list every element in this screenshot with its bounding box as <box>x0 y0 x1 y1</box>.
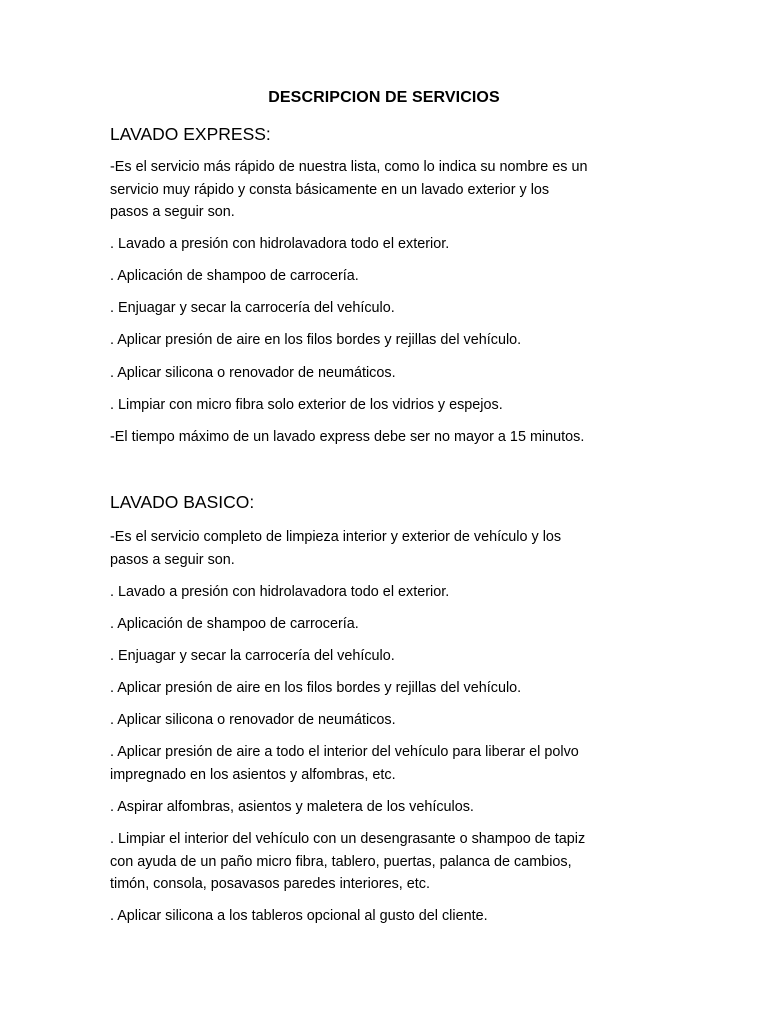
express-note: -El tiempo máximo de un lavado express debe ser no mayor a 15 minutos. <box>110 429 585 445</box>
basico-heading: LAVADO BASICO: <box>110 492 255 512</box>
basico-step-line: . Aplicar presión de aire a todo el interior del vehículo para liberar el polvo <box>110 744 579 760</box>
basico-step-line: . Limpiar el interior del vehículo con un desengrasante o shampoo de tapiz <box>110 831 586 847</box>
basico-step-silicone-dash: . Aplicar silicona a los tableros opcional al gusto del cliente. <box>110 908 488 924</box>
express-intro <box>110 156 670 224</box>
basico-step-air-interior <box>110 741 670 786</box>
basico-step-line: con ayuda de un paño micro fibra, tablero, puertas, palanca de cambios, <box>110 853 572 870</box>
basico-intro-line: -Es el servicio completo de limpieza interior y exterior de vehículo y los <box>110 529 562 545</box>
express-step: . Limpiar con micro fibra solo exterior de los vidrios y espejos. <box>110 397 503 413</box>
basico-step: . Aplicar presión de aire en los filos bordes y rejillas del vehículo. <box>110 680 522 696</box>
express-intro-line: servicio muy rápido y consta básicamente en un lavado exterior y los <box>110 181 550 198</box>
express-intro-line: pasos a seguir son. <box>110 204 235 220</box>
express-step: . Aplicar silicona o renovador de neumáticos. <box>110 365 396 381</box>
express-step: . Lavado a presión con hidrolavadora todo el exterior. <box>110 236 450 252</box>
basico-intro <box>110 526 670 571</box>
express-step: . Aplicar presión de aire en los filos bordes y rejillas del vehículo. <box>110 332 522 348</box>
basico-step-vacuum: . Aspirar alfombras, asientos y maletera de los vehículos. <box>110 799 474 815</box>
basico-step: . Enjuagar y secar la carrocería del vehículo. <box>110 648 395 664</box>
express-intro-line: -Es el servicio más rápido de nuestra lista, como lo indica su nombre es un <box>110 159 588 175</box>
basico-step: . Lavado a presión con hidrolavadora todo el exterior. <box>110 584 450 600</box>
express-heading: LAVADO EXPRESS: <box>110 124 271 144</box>
basico-step: . Aplicación de shampoo de carrocería. <box>110 616 359 632</box>
basico-step: . Aplicar silicona o renovador de neumáticos. <box>110 712 396 728</box>
basico-step-line: timón, consola, posavasos paredes interiores, etc. <box>110 876 430 892</box>
document-title: DESCRIPCION DE SERVICIOS <box>268 89 500 106</box>
basico-step-clean-interior <box>110 828 670 896</box>
express-step: . Enjuagar y secar la carrocería del vehículo. <box>110 300 395 316</box>
basico-step-line: impregnado en los asientos y alfombras, etc. <box>110 766 396 783</box>
express-step: . Aplicación de shampoo de carrocería. <box>110 268 359 284</box>
basico-intro-line: pasos a seguir son. <box>110 551 235 568</box>
